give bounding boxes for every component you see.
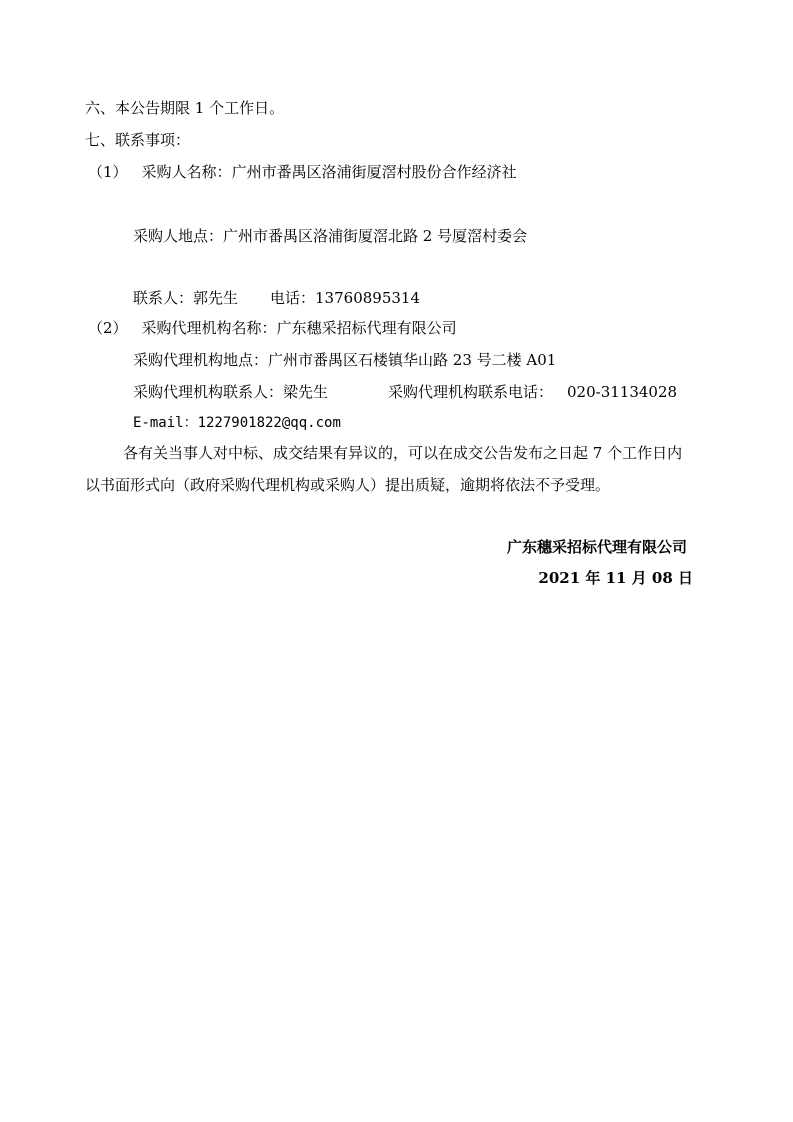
- purchaser-contact-label-group: [133, 291, 238, 306]
- purchaser-name: 广州市番禺区洛浦街厦滘村股份合作经济社: [231, 163, 517, 181]
- notice-period-line: 六、本公告期限 1 个工作日。: [85, 99, 285, 117]
- agency-phone-label: 采购代理机构联系电话：: [388, 383, 554, 401]
- purchaser-address-label: 采购人地点：: [133, 227, 224, 245]
- agency-address-label: 采购代理机构地点：: [133, 351, 269, 369]
- contact-heading: 七、联系事项：: [85, 131, 191, 149]
- agency-email-line: [133, 416, 341, 430]
- purchaser-name-line: [88, 165, 517, 180]
- agency-email: 1227901822@qq.com: [197, 415, 341, 431]
- agency-address-line: [133, 353, 556, 368]
- agency-contact: 梁先生: [283, 383, 329, 401]
- agency-phone: 020-31134028: [567, 383, 678, 401]
- agency-marker: （2）: [88, 319, 128, 337]
- signature-date: 2021 年 11 月 08 日: [538, 569, 693, 587]
- purchaser-contact: 郭先生: [193, 289, 239, 307]
- agency-phone-group: [388, 385, 677, 400]
- agency-name-line: [88, 321, 457, 336]
- purchaser-contact-label: 联系人：: [133, 289, 194, 307]
- agency-contact-label: 采购代理机构联系人：: [133, 383, 284, 401]
- purchaser-address: 广州市番禺区洛浦街厦滘北路 2 号厦滘村委会: [223, 227, 528, 245]
- agency-email-label: E-mail：: [133, 415, 198, 431]
- purchaser-name-label: 采购人名称：: [141, 163, 232, 181]
- purchaser-address-line: [133, 229, 527, 244]
- agency-name: 广东穗采招标代理有限公司: [276, 319, 457, 337]
- purchaser-phone: 13760895314: [315, 289, 420, 307]
- objection-paragraph-line-1: 各有关当事人对中标、成交结果有异议的，可以在成交公告发布之日起 7 个工作日内: [123, 444, 683, 462]
- agency-contact-group: [133, 385, 328, 400]
- purchaser-phone-label: 电话：: [270, 289, 316, 307]
- signature-company: 广东穗采招标代理有限公司: [506, 538, 687, 556]
- purchaser-phone-group: [270, 291, 420, 306]
- agency-address: 广州市番禺区石楼镇华山路 23 号二楼 A01: [268, 351, 557, 369]
- agency-name-label: 采购代理机构名称：: [141, 319, 277, 337]
- objection-paragraph-line-2: 以书面形式向（政府采购代理机构或采购人）提出质疑，逾期将依法不予受理。: [85, 476, 611, 494]
- purchaser-marker: （1）: [88, 163, 128, 181]
